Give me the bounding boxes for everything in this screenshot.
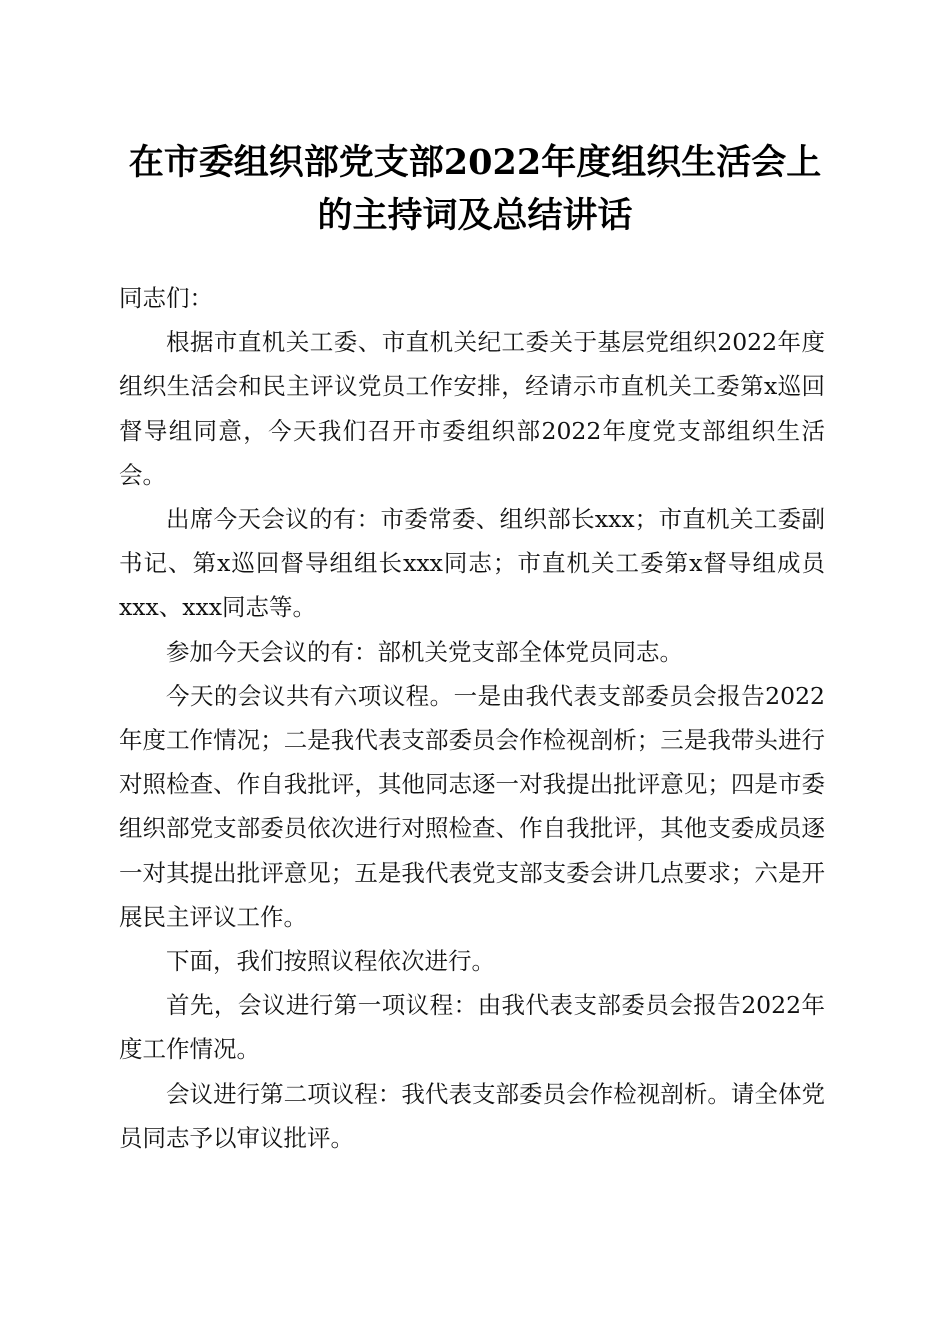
paragraph-intro: 根据市直机关工委、市直机关纪工委关于基层党组织2022年度组织生活会和民主评议党员工作安排，经请示市直机关工委第x巡回督导组同意，今天我们召开市委组织部2022年度党支部组织生活会。	[119, 328, 825, 489]
paragraph-attendees: 出席今天会议的有：市委常委、组织部长xxx；市直机关工委副书记、第x巡回督导组组长xxx同志；市直机关工委第x督导组成员xxx、xxx同志等。	[119, 505, 825, 622]
document-title	[100, 136, 850, 242]
title-line-1: 在市委组织部党支部2022年度组织生活会上	[128, 142, 822, 183]
paragraph-agenda: 今天的会议共有六项议程。一是由我代表支部委员会报告2022年度工作情况；二是我代表支部委员会作检视剖析；三是我带头进行对照检查、作自我批评，其他同志逐一对我提出批评意见；四是市委组织部党支部委员依次进行对照检查、作自我批评，其他支委成员逐一对其提出批评意见；五是我代表党支部支委会讲几点要求；六是开展民主评议工作。	[119, 681, 825, 931]
salutation: 同志们：	[119, 284, 213, 312]
paragraph-participants: 参加今天会议的有：部机关党支部全体党员同志。	[166, 637, 683, 666]
title-line-2: 的主持词及总结讲话	[317, 195, 633, 236]
paragraph-item-one: 首先，会议进行第一项议程：由我代表支部委员会报告2022年度工作情况。	[119, 991, 825, 1064]
paragraph-item-two: 会议进行第二项议程：我代表支部委员会作检视剖析。请全体党员同志予以审议批评。	[119, 1079, 825, 1152]
document-body	[119, 276, 825, 1160]
paragraph-proceed: 下面，我们按照议程依次进行。	[166, 947, 495, 976]
